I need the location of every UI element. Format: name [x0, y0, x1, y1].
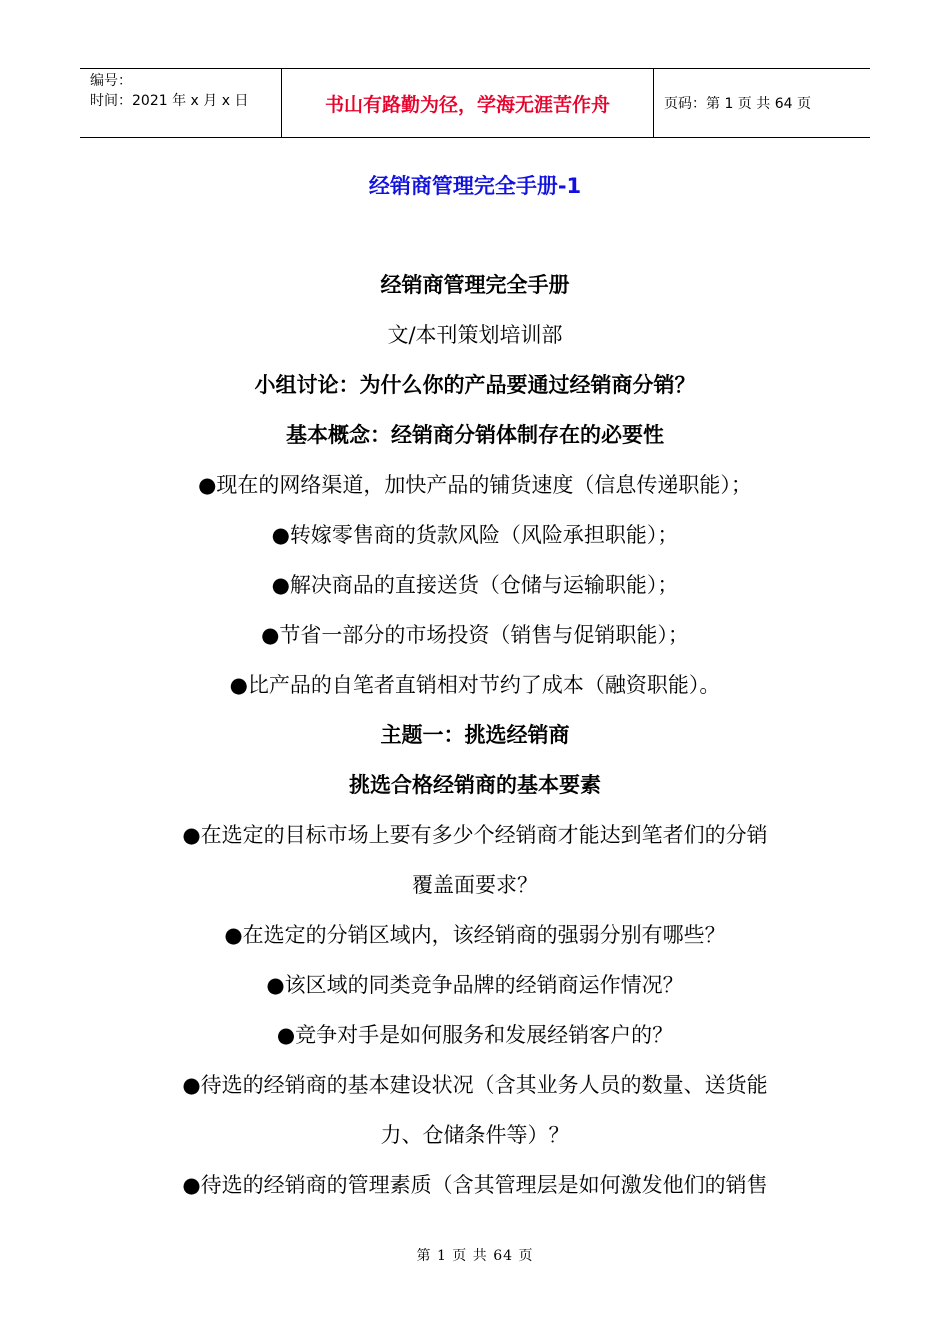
bullet-item: ●转嫁零售商的货款风险（风险承担职能）； [271, 523, 679, 547]
bullet-item: ●在选定的目标市场上要有多少个经销商才能达到笔者们的分销 [182, 823, 768, 847]
heading-manual: 经销商管理完全手册 [380, 273, 570, 297]
header-motto: 书山有路勤为径，学海无涯苦作舟 [281, 69, 654, 137]
header-page-info: 页码：第 1 页 共 64 页 [664, 96, 811, 112]
author-line: 文/本刊策划培训部 [387, 323, 563, 347]
heading-requirements: 挑选合格经销商的基本要素 [349, 773, 601, 797]
bullet-item: ●比产品的自笔者直销相对节约了成本（融资职能）。 [229, 673, 721, 697]
bullet-item-continuation: 力、仓储条件等）？ [380, 1123, 570, 1147]
bullet-item: ●在选定的分销区域内，该经销商的强弱分别有哪些？ [224, 923, 726, 947]
bullet-item: ●待选的经销商的管理素质（含其管理层是如何激发他们的销售 [182, 1173, 768, 1197]
time-label: 时间：2021 年 x 月 x 日 [90, 93, 249, 109]
bullet-item: ●解决商品的直接送货（仓储与运输职能）； [271, 573, 679, 597]
heading-concept: 基本概念：经销商分销体制存在的必要性 [286, 423, 664, 447]
page-footer: 第 1 页 共 64 页 [416, 1248, 534, 1264]
bullet-item: ●该区域的同类竞争品牌的经销商运作情况？ [266, 973, 684, 997]
heading-topic-one: 主题一：挑选经销商 [380, 723, 570, 747]
bullet-item: ●待选的经销商的基本建设状况（含其业务人员的数量、送货能 [182, 1073, 768, 1097]
number-label: 编号： [90, 73, 132, 89]
header-meta [80, 69, 281, 137]
document-body [130, 260, 820, 1210]
document-title: 经销商管理完全手册-1 [368, 174, 582, 198]
bullet-item: ●竞争对手是如何服务和发展经销客户的？ [276, 1023, 674, 1047]
bullet-item-continuation: 覆盖面要求？ [412, 873, 538, 897]
bullet-item: ●节省一部分的市场投资（销售与促销职能）； [261, 623, 689, 647]
heading-discussion: 小组讨论：为什么你的产品要通过经销商分销？ [254, 373, 696, 397]
page-header [80, 68, 870, 138]
bullet-item: ●现在的网络渠道，加快产品的铺货速度（信息传递职能）； [198, 473, 752, 497]
